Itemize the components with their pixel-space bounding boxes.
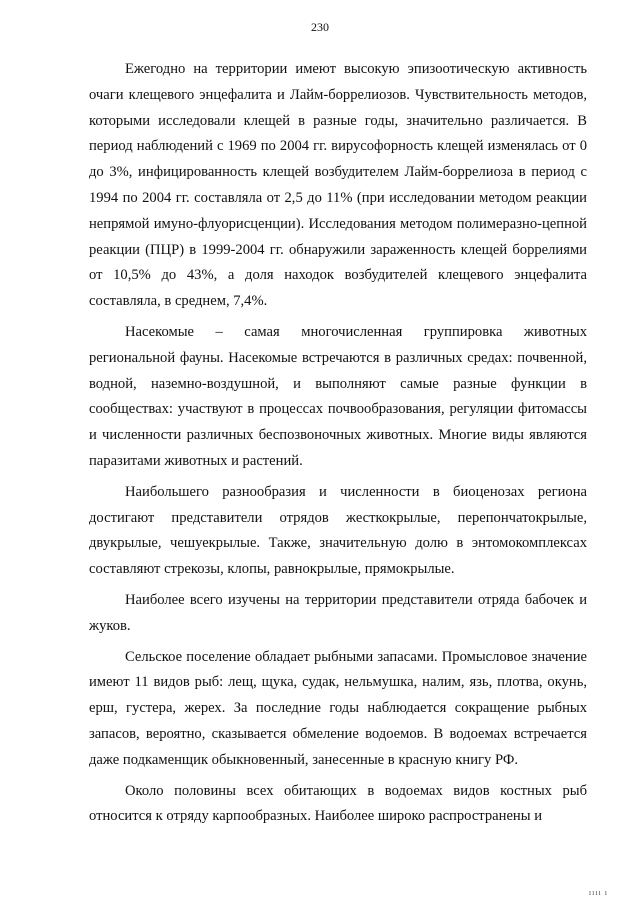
paragraph-insects: Насекомые – самая многочисленная группировка животных региональной фауны. Насекомые встречаются в различных средах: почвенной, водной, наземно-воздушной, и выполняют самые разные функции в сообществах: участвуют в процессах почвообразования, регуляции фитомассы и численности различных беспозвоночных животных. Многие виды являются паразитами животных и растений. (89, 323, 587, 469)
paragraph-fish-stocks: Сельское поселение обладает рыбными запасами. Промысловое значение имеют 11 видов рыб: лещ, щука, судак, нельмушка, налим, язь, плотва, окунь, ерш, густера, жерех. За последние годы наблюдается сокращение рыбных запасов, вероятно, сказывается обмеление водоемов. В водоемах встречается даже подкаменщик обыкновенный, занесенные в красную книгу РФ. (89, 648, 587, 768)
paragraph-ticks: Ежегодно на территории имеют высокую эпизоотическую активность очаги клещевого энцефалита и Лайм-боррелиозов. Чувствительность методов, которыми исследовали клещей в разные годы, значительно различается. В период наблюдений с 1969 по 2004 гг. вирусофорность клещей изменялась от 0 до 3%, инфицированность клещей возбудителем Лайм-боррелиоза в период с 1994 по 2004 гг. составляла от 2,5 до 11% (при исследовании методом реакции непрямой имуно-флуорисценции). Исследования методом полимеразно-цепной реакции (ПЦР) в 1999-2004 гг. обнаружили зараженность клещей боррелиями от 10,5% до 43%, а доля находок возбудителей клещевого энцефалита составляла, в среднем, 7,4%. (89, 61, 587, 310)
paragraph-bony-fish: Около половины всех обитающих в водоемах видов костных рыб относится к отряду карпообразных. Наиболее широко распространены и (89, 782, 587, 825)
page-number: 230 (311, 20, 329, 34)
paragraph-insect-orders: Наибольшего разнообразия и численности в биоценозах региона достигают представители отрядов жесткокрылые, перепончатокрылые, двукрылые, чешуекрылые. Также, значительную долю в энтомокомплексах составляют стрекозы, клопы, равнокрылые, прямокрылые. (89, 483, 587, 578)
paragraph-studied-orders: Наиболее всего изучены на территории представители отряда бабочек и жуков. (89, 591, 587, 634)
scan-corner-mark: ıııı ı (588, 888, 608, 897)
document-body (89, 57, 587, 835)
